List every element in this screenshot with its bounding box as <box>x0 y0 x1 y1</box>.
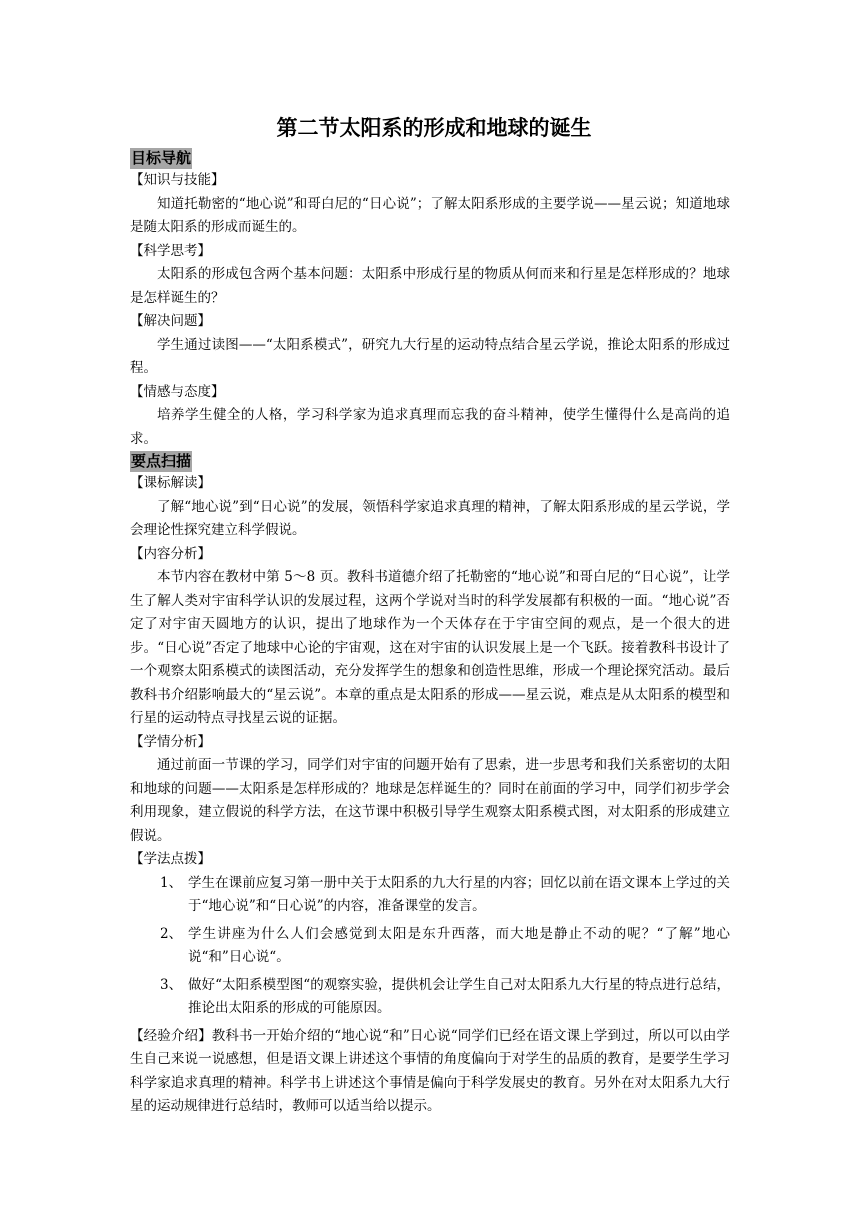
block-content-analysis <box>130 543 730 731</box>
block-label: 【解决问题】 <box>130 313 211 329</box>
block-label: 【学情分析】 <box>130 733 211 750</box>
block-study-method <box>130 848 730 1021</box>
document-page <box>130 110 730 1119</box>
list-item-number: 1、 <box>160 874 183 891</box>
block-text: 学生通过读图——“太阳系模式”，研究九大行星的运动特点结合星云学说，推论太阳系的形成过程。 <box>130 336 730 376</box>
list-item <box>130 923 730 970</box>
block-text: 培养学生健全的人格，学习科学家为追求真理而忘我的奋斗精神，使学生懂得什么是高尚的追求。 <box>130 407 730 447</box>
section-goals <box>130 148 730 451</box>
list-item-text: 学生讲座为什么人们会感觉到太阳是东升西落，而大地是静止不动的呢？“了解”地心说“和”日心说“。 <box>188 925 730 965</box>
block-label: 【科学思考】 <box>130 242 211 259</box>
block-label: 【内容分析】 <box>130 545 211 562</box>
block-label: 【知识与技能】 <box>130 172 225 188</box>
block-label: 【经验介绍】 <box>130 1027 212 1044</box>
section-heading-goals: 目标导航 <box>131 149 192 167</box>
block-text: 本节内容在教材中第 5～8 页。教科书道德介绍了托勒密的“地心说”和哥白尼的“日心说”，让学生了解人类对宇宙科学认识的发展过程，这两个学说对当时的科学发展都有积极的一面。“地心说”否定了对宇宙天圆地方的认识，提出了地球作为一个天体存在于宇宙空间的观点，是一个很大的进步。“日心说”否定了地球中心论的宇宙观，这在对宇宙的认识发展上是一个飞跃。接着教科书设计了一个观察太阳系模式的读图活动，充分发挥学生的想象和创造性思维，形成一个理论探究活动。最后教科书介绍影响最大的“星云说”。本章的重点是太阳系的形成——星云说，难点是从太阳系的模型和行星的运动特点寻找星云说的证据。 <box>130 569 730 726</box>
list-item-number: 3、 <box>160 976 183 993</box>
list-item <box>130 974 730 1021</box>
block-text: 了解“地心说”到“日心说”的发展，领悟科学家追求真理的精神，了解太阳系形成的星云学说，学会理论性探究建立科学假说。 <box>130 498 730 538</box>
list-item-text: 做好“太阳系模型图“的观察实验，提供机会让学生自己对太阳系九大行星的特点进行总结，推论出太阳系的形成的可能原因。 <box>188 976 730 1016</box>
block-text: 知道托勒密的“地心说”和哥白尼的“日心说”；了解太阳系形成的主要学说——星云说；知道地球是随太阳系的形成而诞生的。 <box>130 195 730 235</box>
block-label: 【课标解读】 <box>130 475 211 491</box>
block-text: 太阳系的形成包含两个基本问题：太阳系中形成行星的物质从何而来和行星是怎样形成的？地球是怎样诞生的？ <box>130 266 730 306</box>
block-learner-analysis <box>130 731 730 849</box>
section-key-points <box>130 451 730 1119</box>
list-item-text: 学生在课前应复习第一册中关于太阳系的九大行星的内容；回忆以前在语文课本上学过的关于“地心说”和“日心说”的内容，准备课堂的发言。 <box>188 874 730 914</box>
block-knowledge-skills <box>130 169 730 240</box>
method-list <box>130 872 730 1021</box>
block-emotion-attitude <box>130 381 730 452</box>
block-scientific-thinking <box>130 240 730 311</box>
block-curriculum-reading <box>130 472 730 543</box>
block-text: 教科书一开始介绍的“地心说“和”日心说“同学们已经在语文课上学到过，所以可以由学生自己来说一说感想，但是语文课上讲述这个事情的角度偏向于对学生的品质的教育，是要学生学习科学家追求真理的精神。科学书上讲述这个事情是偏向于科学发展史的教育。另外在对太阳系九大行星的运动规律进行总结时，教师可以适当给以提示。 <box>130 1027 730 1114</box>
page-title: 第二节太阳系的形成和地球的诞生 <box>276 116 592 140</box>
section-heading-key-points: 要点扫描 <box>131 452 192 470</box>
experience-paragraph <box>130 1025 730 1119</box>
block-experience <box>130 1025 730 1119</box>
list-item-number: 2、 <box>160 925 183 942</box>
list-item <box>130 872 730 919</box>
block-label: 【情感与态度】 <box>130 383 225 400</box>
block-label: 【学法点拨】 <box>130 851 211 867</box>
block-text: 通过前面一节课的学习，同学们对宇宙的问题开始有了思索，进一步思考和我们关系密切的太阳和地球的问题——太阳系是怎样形成的？地球是怎样诞生的？同时在前面的学习中，同学们初步学会利用现象，建立假说的科学方法，在这节课中积极引导学生观察太阳系模式图，对太阳系的形成建立假说。 <box>130 757 730 844</box>
block-problem-solving <box>130 310 730 381</box>
